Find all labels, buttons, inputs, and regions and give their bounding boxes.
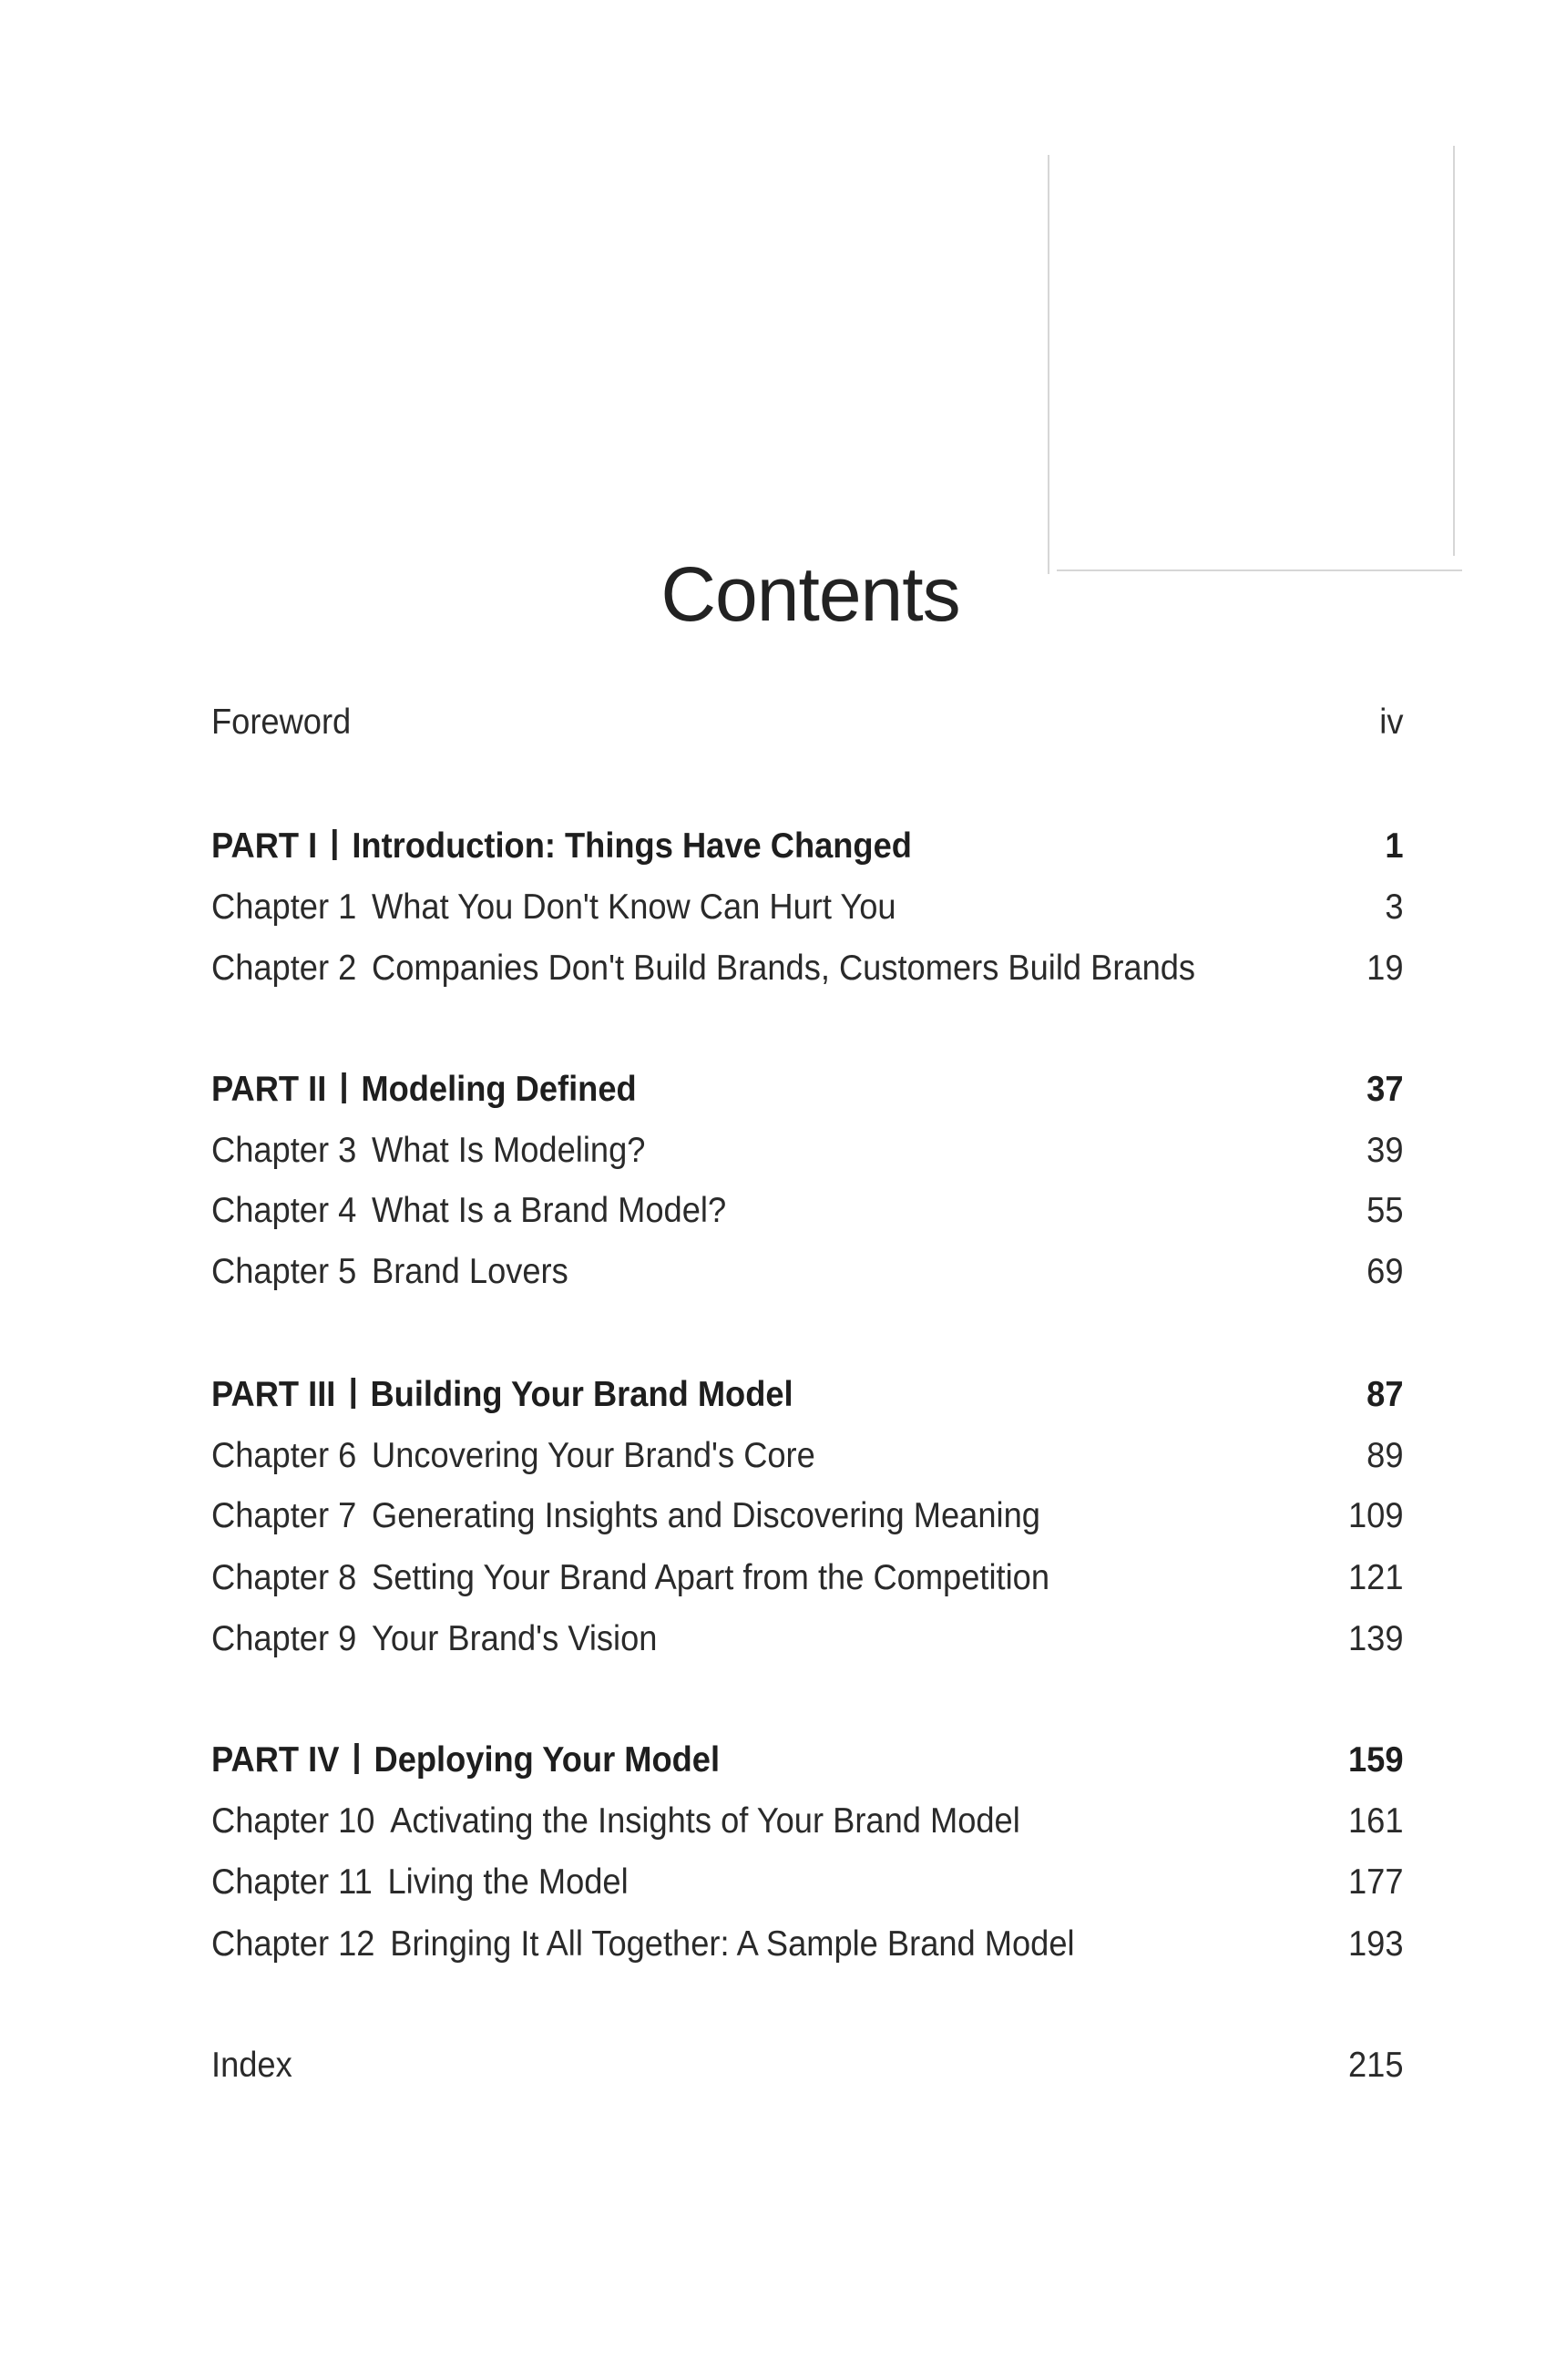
chapter-number: Chapter 8 <box>211 1558 357 1597</box>
chapter-title: Bringing It All Together: A Sample Brand Model <box>390 1924 1075 1964</box>
part-number: PART I <box>211 826 318 866</box>
separator-bar <box>342 1072 346 1103</box>
page-title: Contents <box>660 551 960 638</box>
page-number: 87 <box>1366 1375 1404 1414</box>
chapter-title: What Is a Brand Model? <box>372 1191 727 1230</box>
chapter-number: Chapter 3 <box>211 1131 357 1170</box>
chapter-title: Brand Lovers <box>372 1252 568 1291</box>
page-number: 39 <box>1366 1131 1404 1170</box>
toc-chapter-entry[interactable] <box>211 1924 1404 1965</box>
page-number: 215 <box>1347 2046 1404 2085</box>
chapter-number: Chapter 10 <box>211 1801 375 1841</box>
page-number: 1 <box>1385 826 1404 866</box>
chapter-label <box>211 887 896 928</box>
chapter-title: Activating the Insights of Your Brand Model <box>390 1801 1020 1841</box>
part-title: Modeling Defined <box>361 1070 637 1109</box>
chapter-label <box>211 1131 645 1171</box>
toc-part-heading[interactable] <box>211 826 1404 867</box>
page-number: 161 <box>1347 1801 1404 1841</box>
page-number: 55 <box>1366 1191 1404 1230</box>
toc-chapter-entry[interactable] <box>211 949 1404 989</box>
part-label <box>211 826 912 867</box>
chapter-number: Chapter 2 <box>211 949 357 988</box>
part-title: Deploying Your Model <box>374 1740 721 1780</box>
toc-entry-index[interactable] <box>211 2046 1404 2086</box>
chapter-number: Chapter 4 <box>211 1191 357 1230</box>
scan-artifact-line <box>1048 155 1049 574</box>
part-title: Introduction: Things Have Changed <box>352 826 912 866</box>
chapter-label <box>211 1436 815 1476</box>
chapter-label <box>211 1924 1075 1965</box>
toc-part-heading[interactable] <box>211 1375 1404 1415</box>
page-number: iv <box>1379 703 1404 742</box>
part-label <box>211 1740 720 1780</box>
chapter-label <box>211 1496 1040 1536</box>
page-number: 159 <box>1347 1740 1404 1780</box>
entry-title: Foreword <box>211 703 352 742</box>
scan-artifact-line <box>1453 146 1455 556</box>
toc-chapter-entry[interactable] <box>211 1619 1404 1659</box>
page-number: 177 <box>1347 1862 1404 1902</box>
toc-chapter-entry[interactable] <box>211 1558 1404 1598</box>
toc-chapter-entry[interactable] <box>211 1496 1404 1536</box>
page-number: 193 <box>1347 1924 1404 1964</box>
part-label <box>211 1070 637 1110</box>
chapter-title: Generating Insights and Discovering Meaning <box>372 1496 1040 1535</box>
toc-entry-foreword[interactable] <box>211 703 1404 743</box>
toc-part-heading[interactable] <box>211 1070 1404 1110</box>
chapter-title: What You Don't Know Can Hurt You <box>372 887 896 927</box>
chapter-title: Your Brand's Vision <box>372 1619 658 1658</box>
toc-chapter-entry[interactable] <box>211 1436 1404 1476</box>
toc-part-heading[interactable] <box>211 1740 1404 1780</box>
chapter-title: Setting Your Brand Apart from the Competition <box>372 1558 1050 1597</box>
chapter-label <box>211 1191 726 1231</box>
toc-chapter-entry[interactable] <box>211 1131 1404 1171</box>
part-number: PART III <box>211 1375 336 1414</box>
chapter-title: Living the Model <box>387 1862 629 1902</box>
page-number: 121 <box>1347 1558 1404 1597</box>
chapter-number: Chapter 1 <box>211 887 357 927</box>
toc-chapter-entry[interactable] <box>211 887 1404 928</box>
part-number: PART II <box>211 1070 327 1109</box>
chapter-title: What Is Modeling? <box>372 1131 646 1170</box>
chapter-number: Chapter 12 <box>211 1924 375 1964</box>
entry-title: Index <box>211 2046 292 2085</box>
separator-bar <box>351 1378 355 1409</box>
separator-bar <box>354 1743 359 1774</box>
page-number: 69 <box>1366 1252 1404 1291</box>
part-label <box>211 1375 793 1415</box>
chapter-number: Chapter 9 <box>211 1619 357 1658</box>
page-number: 19 <box>1366 949 1404 988</box>
chapter-label <box>211 1801 1020 1841</box>
chapter-label <box>211 1252 568 1292</box>
toc-chapter-entry[interactable] <box>211 1191 1404 1231</box>
chapter-number: Chapter 5 <box>211 1252 357 1291</box>
page-number: 109 <box>1347 1496 1404 1535</box>
part-title: Building Your Brand Model <box>370 1375 793 1414</box>
toc-chapter-entry[interactable] <box>211 1801 1404 1841</box>
page-number: 37 <box>1366 1070 1404 1109</box>
page-number: 139 <box>1347 1619 1404 1658</box>
toc-chapter-entry[interactable] <box>211 1252 1404 1292</box>
chapter-number: Chapter 7 <box>211 1496 357 1535</box>
chapter-label <box>211 949 1195 989</box>
chapter-number: Chapter 6 <box>211 1436 357 1475</box>
chapter-label <box>211 1862 629 1903</box>
chapter-number: Chapter 11 <box>211 1862 373 1902</box>
part-number: PART IV <box>211 1740 340 1780</box>
toc-chapter-entry[interactable] <box>211 1862 1404 1903</box>
chapter-title: Companies Don't Build Brands, Customers Build Brands <box>372 949 1196 988</box>
page-number: 89 <box>1366 1436 1404 1475</box>
page-number: 3 <box>1385 887 1404 927</box>
chapter-label <box>211 1619 657 1659</box>
separator-bar <box>333 829 337 860</box>
chapter-label <box>211 1558 1049 1598</box>
chapter-title: Uncovering Your Brand's Core <box>372 1436 815 1475</box>
